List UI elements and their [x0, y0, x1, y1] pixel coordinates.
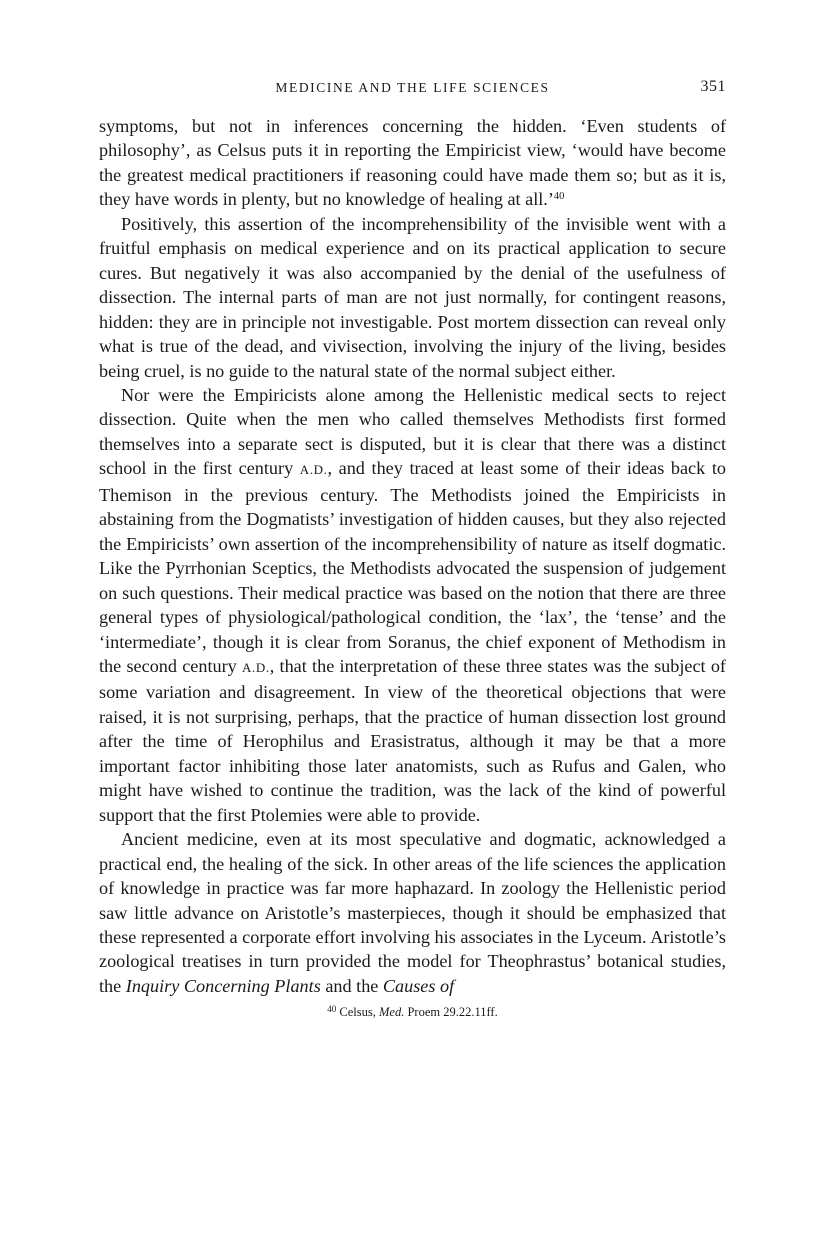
running-head: [99, 76, 726, 102]
page-number: 351: [700, 78, 726, 95]
paragraph-3: [99, 383, 726, 827]
footnote-work: Med.: [378, 1005, 405, 1020]
footnote-reference[interactable]: 40: [553, 191, 565, 203]
paragraph-4-text-b: and the: [320, 975, 383, 996]
era-abbreviation: A.D.: [242, 659, 270, 675]
footnote: [99, 1004, 726, 1020]
running-head-title: MEDICINE AND THE LIFE SCIENCES: [275, 80, 550, 95]
footnote-number: 40: [327, 1004, 337, 1015]
paragraph-3-text-b: , and they traced at least some of their ideas back to Themison in the previous century. The Methodists joined the Empiricists in abstaining from the Dogmatists’ investigation of hidden causes, but they also rejected the Empiricists’ own assertion of the incomprehensibility of nature as itself dogmatic. Like the Pyrrhonian Sceptics, the Methodists advocated the suspension of judgement on such questions. Their medical practice was based on the notion that there are three general types of physiological/pathological condition, the ‘lax’, the ‘tense’ and the ‘intermediate’, though it is clear from Soranus, the chief exponent of Methodism in the second century: [99, 458, 726, 676]
work-title: Inquiry Concerning Plants: [125, 975, 321, 996]
era-abbreviation: A.D.: [299, 462, 328, 478]
paragraph-2: Positively, this assertion of the incomprehensibility of the invisible went with a fruitful emphasis on medical experience and on its practical application to secure cures. But negatively it was also accompanied by the denial of the usefulness of dissection. The internal parts of man are not just normally, for contingent reasons, hidden: they are in principle not investigable. Post mortem dissection can reveal only what is true of the dead, and vivisection, involving the injury of the living, besides being cruel, is no guide to the natural state of the normal subject either.: [99, 213, 726, 381]
paragraph-4: [99, 827, 726, 998]
paragraph-1-text: symptoms, but not in inferences concerning the hidden. ‘Even students of philosophy’, as Celsus puts it in reporting the Empiricist view, ‘would have become the greatest medical practitioners if reasoning could have made them so; but as it is, they have words in plenty, but no knowledge of healing at all.’: [99, 116, 726, 210]
footnote-ref: Proem 29.22.11ff.: [404, 1005, 498, 1020]
paragraph-4-text-a: Ancient medicine, even at its most speculative and dogmatic, acknowledged a practical end, the healing of the sick. In other areas of the life sciences the application of knowledge in practice was far more haphazard. In zoology the Hellenistic period saw little advance on Aristotle’s masterpieces, though it should be emphasized that these represented a corporate effort involving his associates in the Lyceum. Aristotle’s zoological treatises in turn provided the model for Theophrastus’ botanical studies, the: [99, 829, 726, 996]
paragraph-1: [99, 114, 726, 212]
paragraph-3-text-c: , that the interpretation of these three states was the subject of some variation and disagreement. In view of the theoretical objections that were raised, it is not surprising, perhaps, that the practice of human dissection lost ground after the time of Herophilus and Erasistratus, although it may be that a more important factor inhibiting those later anatomists, such as Rufus and Galen, who might have wished to continue the tradition, was the lack of the kind of powerful support that the first Ptolemies were able to provide.: [99, 655, 726, 825]
footnote-author: Celsus,: [339, 1005, 379, 1020]
book-page: [99, 76, 726, 1020]
body-text: [99, 114, 726, 998]
work-title: Causes of: [382, 975, 455, 996]
paragraph-3-text-a: Nor were the Empiricists alone among the Hellenistic medical sects to reject dissection. Quite when the men who called themselves Methodists first formed themselves into a separate sect is disputed, but it is clear that there was a distinct school in the first century: [99, 384, 726, 479]
